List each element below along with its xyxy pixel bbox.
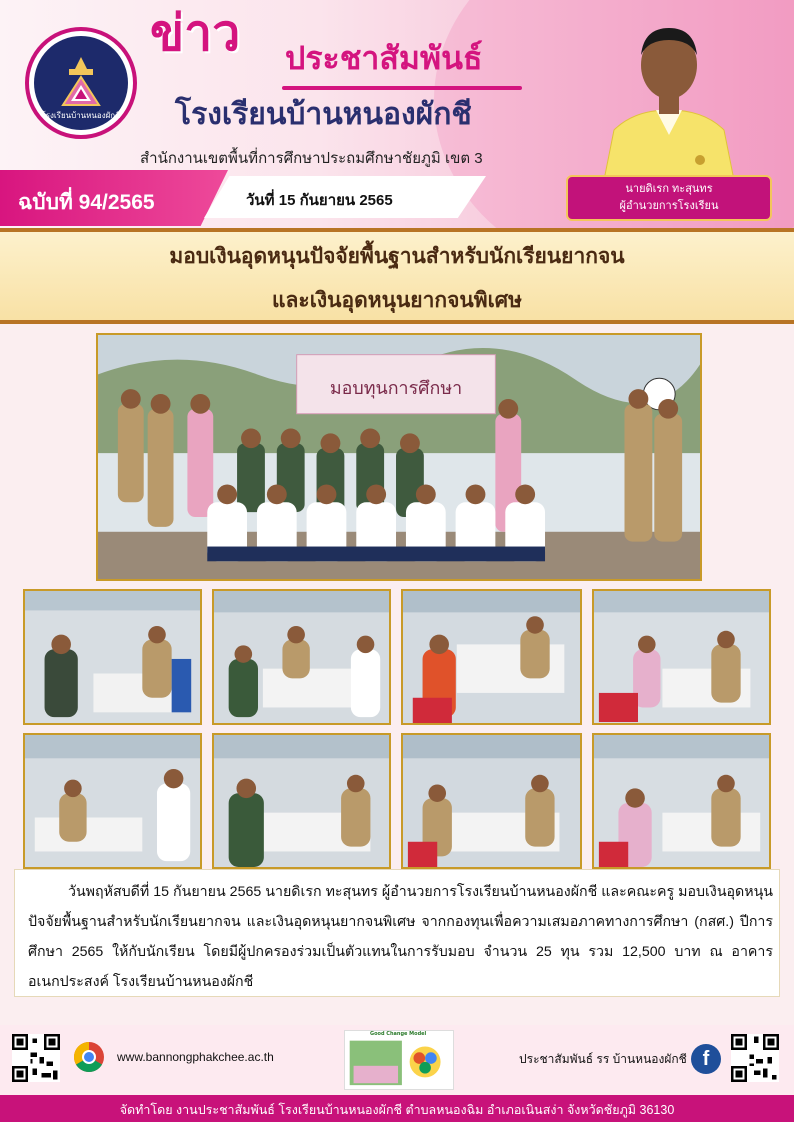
school-logo [25,27,137,139]
director-badge [566,175,772,221]
director-name: นายดิเรก ทะสุนทร [625,183,713,195]
credit-text: จัดทำโดย งานประชาสัมพันธ์ โรงเรียนบ้านหนองผักชี ตำบลหนองฉิม อำเภอเนินสง่า จังหวัดชัยภูมิ 36130 [119,1103,675,1117]
event-photo-7 [401,733,582,869]
event-photo-6 [212,733,391,869]
logo-text: โรงเรียนบ้านหนองผักชี [41,111,121,120]
school-name: โรงเรียนบ้านหนองผักชี [175,98,472,131]
school-logo-icon [34,36,128,130]
headline-line-2: และเงินอุดหนุนยากจนพิเศษ [272,289,522,312]
main-group-photo [96,333,702,581]
good-change-model-title: Good Change Model [370,1031,427,1037]
office-name: สำนักงานเขตพื้นที่การศึกษาประถมศึกษาชัยภูมิ เขต 3 [140,150,483,167]
issue-date: วันที่ 15 กันยายน 2565 [246,192,393,209]
qr-code-icon[interactable] [731,1034,779,1082]
website-link[interactable]: www.bannongphakchee.ac.th [117,1050,274,1064]
event-photo-3 [401,589,582,725]
event-photo-5 [23,733,202,869]
logo-emblem [51,53,111,113]
issue-number: ฉบับที่ 94/2565 [18,191,155,214]
banner-text: มอบทุนการศึกษา [329,378,463,400]
title-sub: ประชาสัมพันธ์ [285,40,483,76]
qr-code-icon[interactable] [12,1034,60,1082]
good-change-model-card [344,1030,454,1090]
title-underline [282,86,522,90]
event-photo-2 [212,589,391,725]
headline-line-1: มอบเงินอุดหนุนปัจจัยพื้นฐานสำหรับนักเรียนยากจน [169,245,625,268]
title-main: ข่าว [150,5,241,61]
chrome-icon[interactable] [73,1041,105,1073]
event-photo-4 [592,589,771,725]
director-position: ผู้อำนวยการโรงเรียน [619,199,719,212]
description-text: วันพฤหัสบดีที่ 15 กันยายน 2565 นายดิเรก ทะสุนทร ผู้อำนวยการโรงเรียนบ้านหนองผักชี และคณะครู มอบเงินอุดหนุนปัจจัยพื้นฐานสำหรับนักเรียนยากจน และเงินอุดหนุนยากจนพิเศษ จากกองทุนเพื่อความเสมอภาคทางการศึกษา (กสศ.) ปีการศึกษา 2565 ให้กับนักเรียน โดยมีผู้ปกครองร่วมเป็นตัวแทนในการรับมอบ จำนวน 25 ทุน รวม 12,500 บาท ณ อาคารอเนกประสงค์ โรงเรียนบ้านหนองผักชี [28,884,773,990]
facebook-icon[interactable]: f [691,1044,721,1074]
pr-page-link[interactable]: ประชาสัมพันธ์ รร บ้านหนองผักชี [519,1052,687,1066]
event-photo-1 [23,589,202,725]
event-photo-8 [592,733,771,869]
director-photo [594,10,744,180]
